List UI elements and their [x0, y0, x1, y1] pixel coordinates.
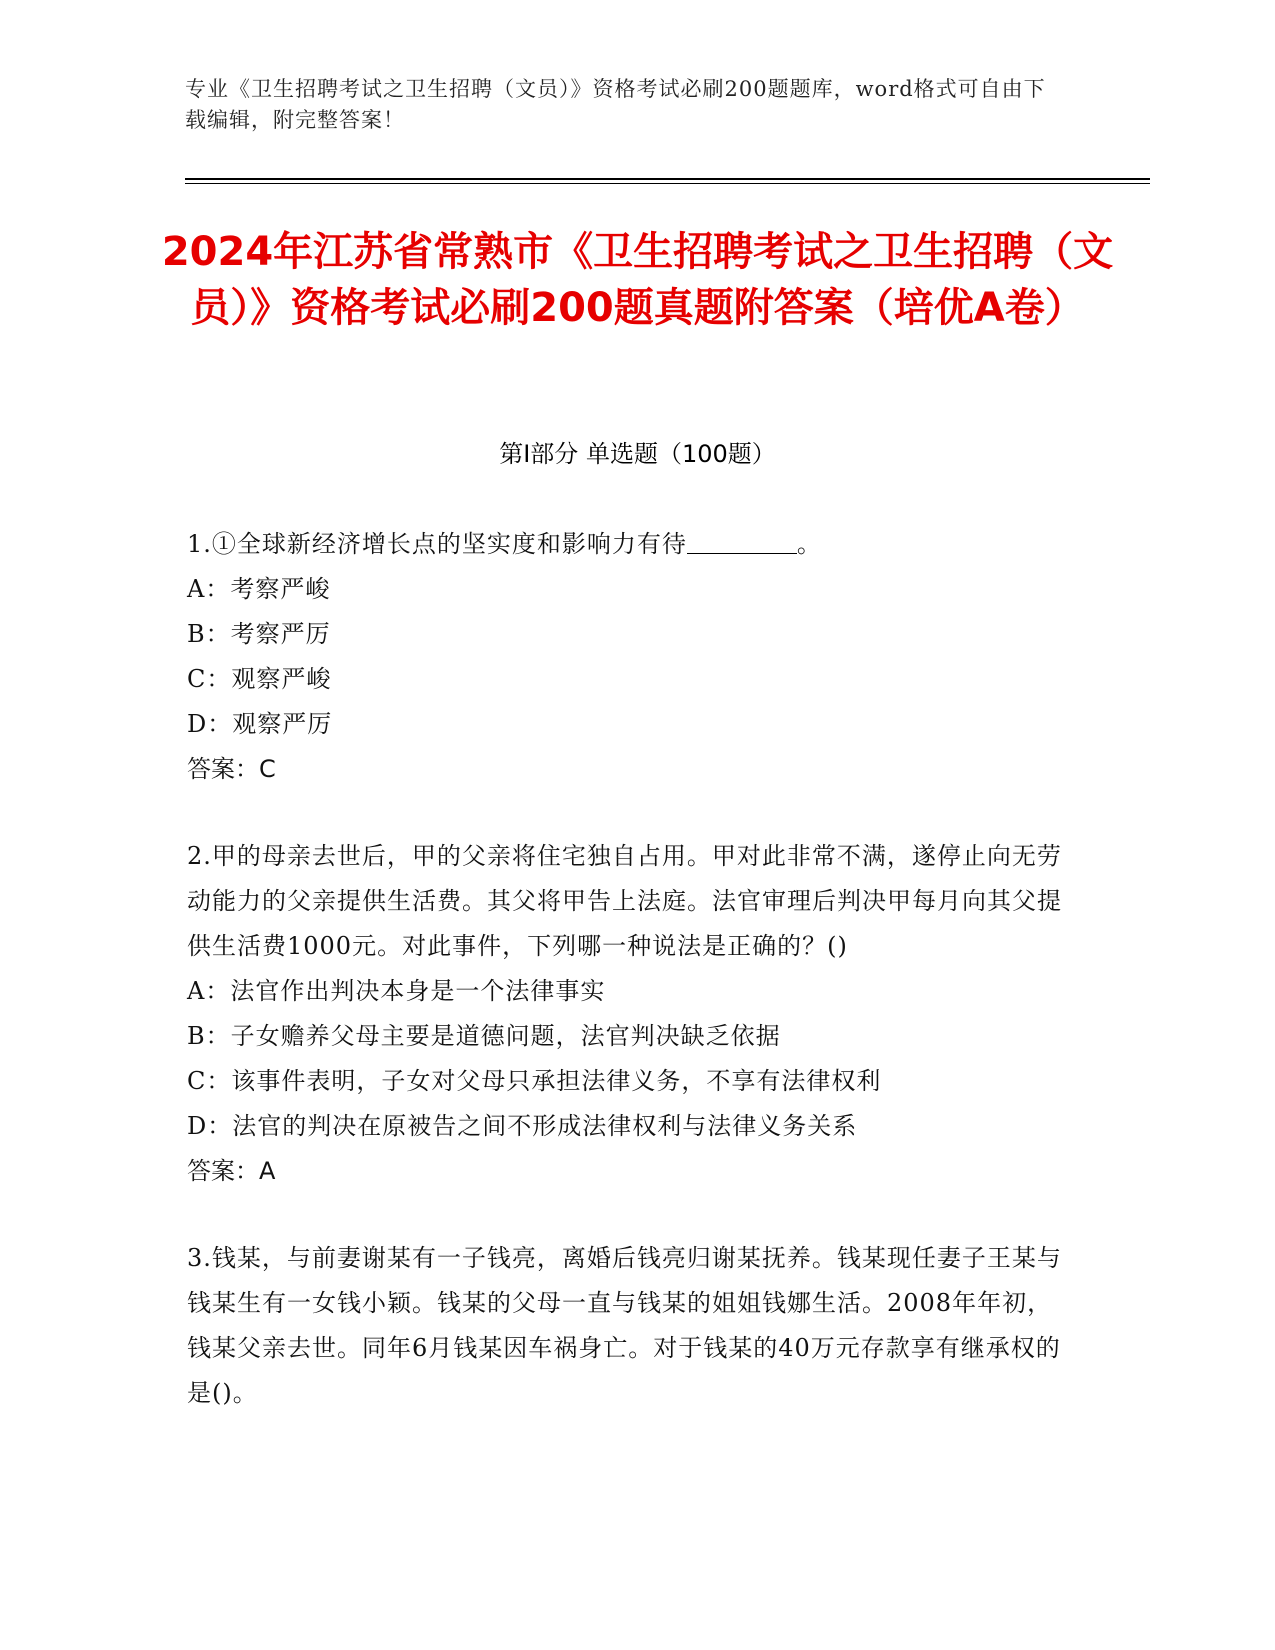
- question-2: [187, 834, 1067, 1194]
- document-title: 2024年江苏省常熟市《卫生招聘考试之卫生招聘（文员）》资格考试必刷200题真题附答案（培优A卷）: [161, 229, 1114, 331]
- question-list: [187, 522, 1067, 1458]
- option-b: B：子女赡养父母主要是道德问题，法官判决缺乏依据: [187, 1022, 781, 1050]
- question-1: [187, 522, 1067, 792]
- question-stem: 3.钱某，与前妻谢某有一子钱亮，离婚后钱亮归谢某抚养。钱某现任妻子王某与钱某生有一女钱小颖。钱某的父母一直与钱某的姐姐钱娜生活。2008年年初，钱某父亲去世。同年6月钱某因车祸身亡。对于钱某的40万元存款享有继承权的是()。: [187, 1244, 1062, 1407]
- option-b: B：考察严厉: [187, 620, 331, 648]
- option-c: C：观察严峻: [187, 665, 332, 693]
- option-c: C：该事件表明，子女对父母只承担法律义务，不享有法律权利: [187, 1067, 882, 1095]
- header-note: 专业《卫生招聘考试之卫生招聘（文员）》资格考试必刷200题题库，word格式可自由下载编辑，附完整答案！: [185, 77, 1046, 132]
- answer: 答案：A: [187, 1157, 276, 1185]
- question-3: [187, 1236, 1067, 1416]
- fill-in-blank: [687, 529, 797, 554]
- option-d: D：观察严厉: [187, 710, 333, 738]
- header-rule-thick: [185, 178, 1150, 180]
- option-a: A：考察严峻: [187, 575, 331, 603]
- question-stem-end: 。: [796, 530, 822, 558]
- option-d: D：法官的判决在原被告之间不形成法律权利与法律义务关系: [187, 1112, 858, 1140]
- answer: 答案：C: [187, 755, 276, 783]
- question-stem: 2.甲的母亲去世后，甲的父亲将住宅独自占用。甲对此非常不满，遂停止向无劳动能力的父亲提供生活费。其父将甲告上法庭。法官审理后判决甲每月向其父提供生活费1000元。对此事件，下列哪一种说法是正确的？(): [187, 842, 1062, 960]
- section-title: 第I部分 单选题（100题）: [499, 440, 776, 468]
- header-rule-thin: [185, 183, 1150, 184]
- question-stem: [187, 522, 1067, 567]
- option-a: A：法官作出判决本身是一个法律事实: [187, 977, 606, 1005]
- question-stem-text: 1.①全球新经济增长点的坚实度和影响力有待: [187, 530, 687, 558]
